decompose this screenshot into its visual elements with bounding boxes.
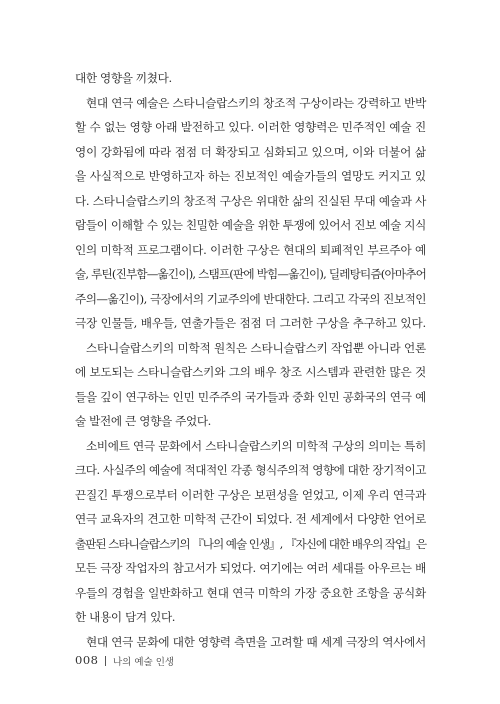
text-line: 현대 연극 문화에 대한 영향력 측면을 고려할 때 세계 극장의 역사에서	[86, 635, 426, 649]
text-line: 할 수 없는 영향 아래 발전하고 있다. 이러한 영향력은 민주적인 예술 진	[75, 120, 426, 134]
text-line: 술, 루틴(진부함—옮긴이), 스탬프(판에 박힘—옮긴이), 딜레탕티즘(아마추어	[75, 267, 426, 281]
text-line: 소비에트 연극 문화에서 스타니슬랍스키의 미학적 구상의 의미는 특히	[86, 439, 426, 453]
page-footer	[75, 653, 275, 669]
text-line: 크다. 사실주의 예술에 적대적인 각종 형식주의적 영향에 대한 장기적이고	[75, 463, 426, 477]
text-line: 주의—옮긴이), 극장에서의 기교주의에 반대한다. 그리고 각국의 진보적인	[75, 292, 426, 306]
text-line: 에 보도되는 스타니슬랍스키와 그의 배우 창조 시스템과 관련한 많은 것	[75, 365, 426, 379]
text-line: 현대 연극 예술은 스타니슬랍스키의 창조적 구상이라는 강력하고 반박	[86, 96, 426, 110]
footer-divider	[105, 656, 106, 666]
text-line: 술 발전에 큰 영향을 주었다.	[75, 414, 212, 428]
text-line: 들을 깊이 연구하는 인민 민주주의 국가들과 중화 인민 공화국의 연극 예	[75, 390, 426, 404]
text-line: 을 사실적으로 반영하고자 하는 진보적인 예술가들의 열망도 커지고 있	[75, 169, 426, 183]
text-line: 연극 교육자의 견고한 미학적 근간이 되었다. 전 세계에서 다양한 언어로	[75, 512, 426, 526]
text-line: 영이 강화됨에 따라 점점 더 확장되고 심화되고 있으며, 이와 더불어 삶	[75, 145, 426, 159]
page-number: 008	[75, 653, 99, 667]
text-line: 우들의 경험을 일반화하고 현대 연극 미학의 가장 중요한 조항을 공식화	[75, 586, 426, 600]
text-line: 람들이 이해할 수 있는 친밀한 예술을 위한 투쟁에 있어서 진보 예술 지식	[75, 218, 426, 232]
text-line: 대한 영향을 끼쳤다.	[75, 71, 172, 85]
text-line: 끈질긴 투쟁으로부터 이러한 구상은 보편성을 얻었고, 이제 우리 연극과	[75, 488, 426, 502]
text-line: 출판된 스타니슬랍스키의 『나의 예술 인생』, 『자신에 대한 배우의 작업』은	[75, 537, 426, 551]
running-title: 나의 예술 인생	[113, 657, 175, 668]
text-line: 스타니슬랍스키의 미학적 원칙은 스타니슬랍스키 작업뿐 아니라 언론	[86, 341, 426, 355]
text-line: 한 내용이 담겨 있다.	[75, 610, 176, 624]
text-line: 극장 인물들, 배우들, 연출가들은 점점 더 그러한 구상을 추구하고 있다.	[75, 316, 426, 330]
text-line: 인의 미학적 프로그램이다. 이러한 구상은 현대의 퇴폐적인 부르주아 예	[75, 243, 426, 257]
text-line: 모든 극장 작업자의 참고서가 되었다. 여기에는 여러 세대를 아우르는 배	[75, 561, 426, 575]
text-line: 다. 스타니슬랍스키의 창조적 구상은 위대한 삶의 진실된 무대 예술과 사	[75, 194, 426, 208]
